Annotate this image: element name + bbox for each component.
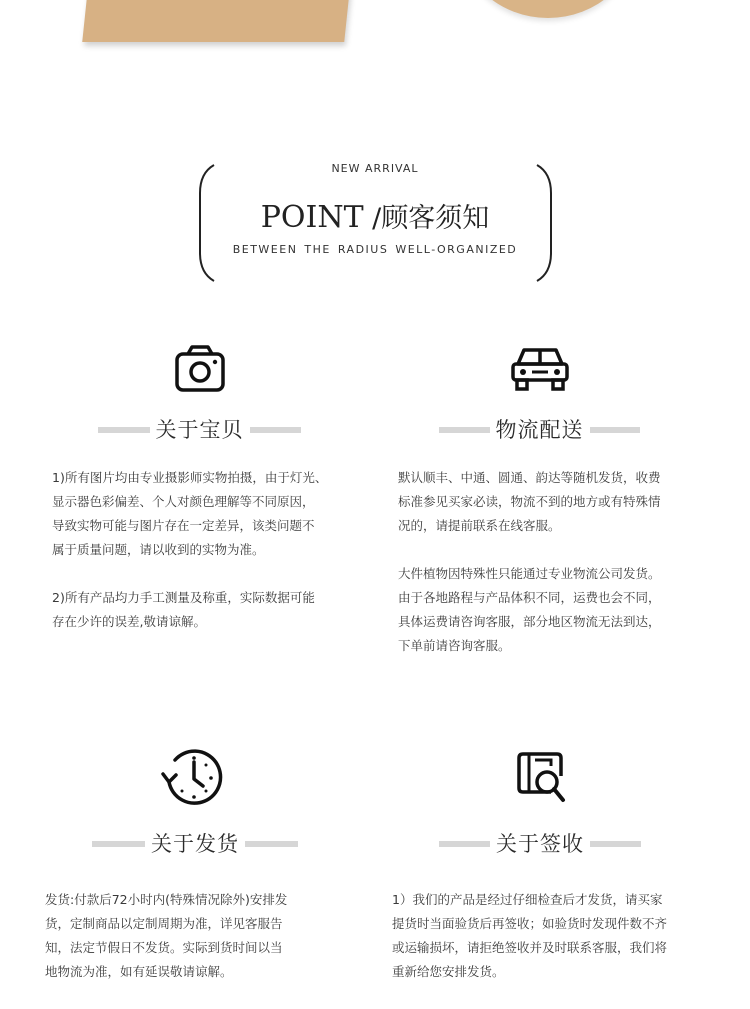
- shipping-paragraph-1: [45, 888, 287, 984]
- text-line: 1）我们的产品是经过仔细检查后才发货，请买家: [392, 892, 663, 907]
- page-title: [0, 196, 750, 235]
- text-line: 货，定制商品以定制周期为准，详见客服告: [45, 916, 283, 931]
- text-line: 况的，请提前联系在线客服。: [398, 518, 561, 533]
- text-line: 地物流为准，如有延误敬请谅解。: [45, 964, 233, 979]
- text-line: 导致实物可能与图片存在一定差异，该类问题不: [52, 518, 315, 533]
- car-icon: [510, 346, 570, 394]
- text-line: 具体运费请咨询客服，部分地区物流无法到达，: [398, 614, 661, 629]
- baby-paragraph-1: [52, 466, 327, 562]
- title-cn: 顾客须知: [381, 203, 490, 234]
- section-heading-logistics: [439, 414, 640, 444]
- heading-label: 关于发货: [145, 832, 245, 856]
- section-heading-baby: [98, 414, 301, 444]
- inspect-icon: [517, 752, 567, 804]
- text-line: 由于各地路程与产品体积不同，运费也会不同，: [398, 590, 661, 605]
- logistics-paragraph-1: [398, 466, 661, 538]
- text-line: 或运输损坏，请拒绝签收并及时联系客服，我们将: [392, 940, 668, 955]
- text-line: 重新给您安排发货。: [392, 964, 505, 979]
- subtitle-text: BETWEEN THE RADIUS WELL-ORGANIZED: [232, 243, 518, 256]
- heading-label: 关于签收: [490, 832, 590, 856]
- text-line: 显示器色彩偏差、个人对颜色理解等不同原因，: [52, 494, 315, 509]
- section-heading-shipping: [92, 828, 298, 858]
- product-disc-image: [458, 0, 638, 18]
- text-line: 发货:付款后72小时内(特殊情况除外)安排发: [45, 892, 288, 907]
- text-line: 下单前请咨询客服。: [398, 638, 511, 653]
- heading-label: 物流配送: [490, 418, 590, 442]
- text-line: 标准参见买家必读，物流不到的地方或有特殊情: [398, 494, 661, 509]
- title-en: POINT: [260, 200, 364, 235]
- baby-paragraph-2: [52, 586, 315, 634]
- text-line: 知，法定节假日不发货。实际到货时间以当: [45, 940, 283, 955]
- camera-icon: [175, 345, 225, 393]
- text-line: 大件植物因特殊性只能通过专业物流公司发货。: [398, 566, 661, 581]
- text-line: 存在少许的误差,敬请谅解。: [52, 614, 206, 629]
- product-box-image: [82, 0, 352, 42]
- text-line: 2)所有产品均力手工测量及称重，实际数据可能: [52, 590, 315, 605]
- title-separator: /: [363, 203, 382, 234]
- receipt-paragraph-1: [392, 888, 667, 984]
- logistics-paragraph-2: [398, 562, 661, 658]
- text-line: 属于质量问题，请以收到的实物为准。: [52, 542, 265, 557]
- kicker-text: NEW ARRIVAL: [331, 162, 419, 175]
- text-line: 默认顺丰、中通、圆通、韵达等随机发货，收费: [398, 470, 661, 485]
- text-line: 1)所有图片均由专业摄影师实物拍摄，由于灯光、: [52, 470, 328, 485]
- section-heading-receipt: [439, 828, 641, 858]
- clock-icon: [161, 748, 223, 808]
- heading-label: 关于宝贝: [150, 418, 250, 442]
- text-line: 提货时当面验货后再签收；如验货时发现件数不齐: [392, 916, 668, 931]
